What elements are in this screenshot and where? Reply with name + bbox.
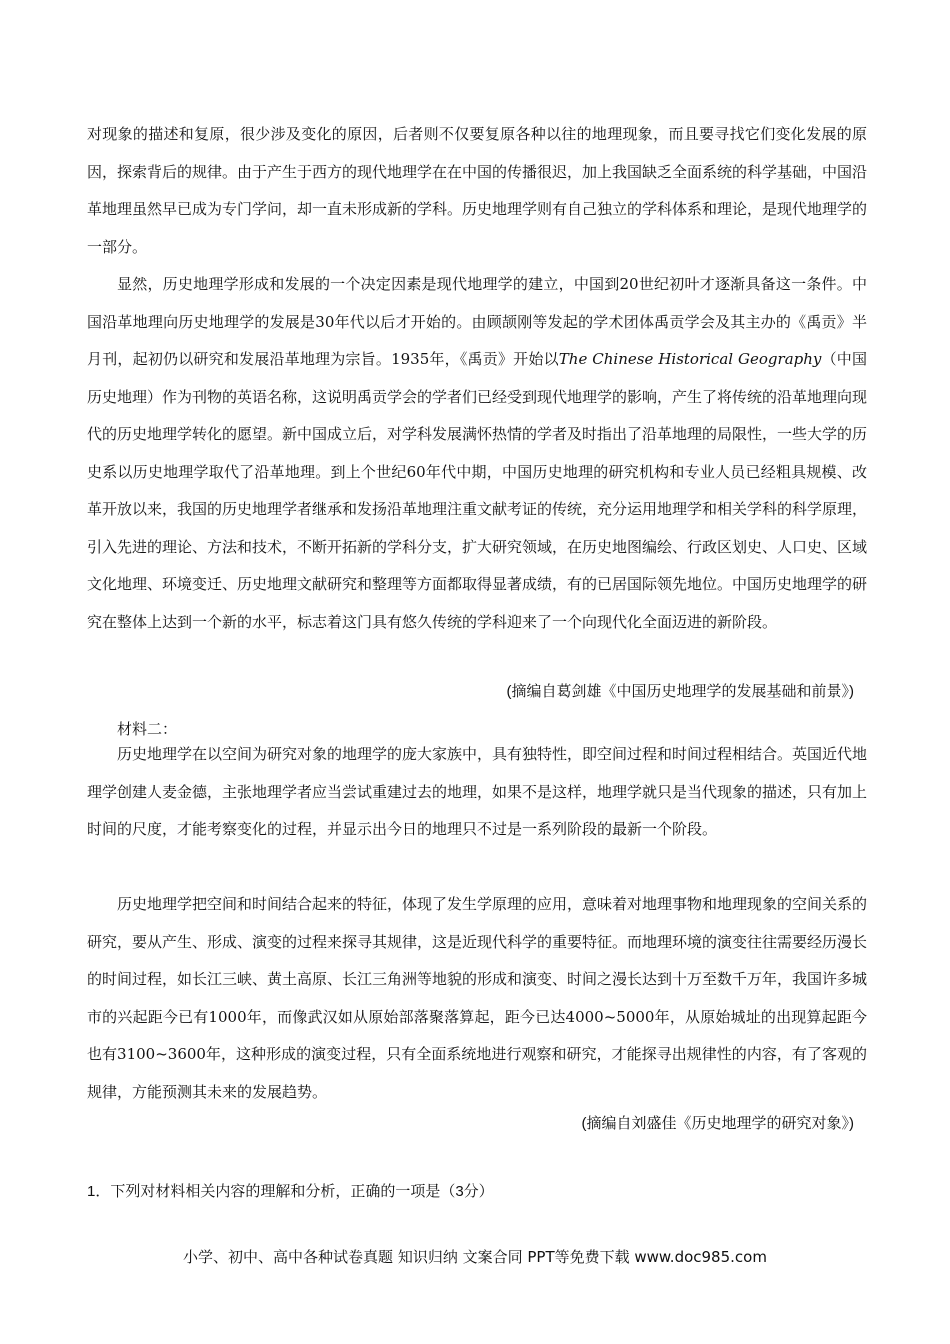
material2-source: (摘编自刘盛佳《历史地理学的研究对象》) xyxy=(581,1115,854,1132)
page-footer: 小学、初中、高中各种试卷真题 知识归纳 文案合同 PPT等免费下载 www.doc985.com xyxy=(183,1248,767,1266)
material2-label: 材料二： xyxy=(117,721,178,738)
material1-paragraph-1: 对现象的描述和复原，很少涉及变化的原因，后者则不仅要复原各种以往的地理现象，而且要寻找它们变化发展的原因，探索背后的规律。由于产生于西方的现代地理学在在中国的传播很迟，加上我国缺乏全面系统的科学基础，中国沿革地理虽然早已成为专门学问，却一直未形成新的学科。历史地理学则有自己独立的学科体系和理论，是现代地理学的一部分。 xyxy=(87,125,868,256)
material1-paragraph-2 xyxy=(87,266,867,641)
material1-source: (摘编自葛剑雄《中国历史地理学的发展基础和前景》) xyxy=(506,683,854,700)
material2-paragraph-1: 历史地理学在以空间为研究对象的地理学的庞大家族中，具有独特性，即空间过程和时间过程相结合。英国近代地理学创建人麦金德，主张地理学者应当尝试重建过去的地理，如果不是这样，地理学就只是当代现象的描述，只有加上时间的尺度，才能考察变化的过程，并显示出今日的地理只不过是一系列阶段的最新一个阶段。 xyxy=(87,745,868,838)
question-1: 1．下列对材料相关内容的理解和分析，正确的一项是（3分） xyxy=(87,1183,494,1200)
material1-paragraph-2-part-b: （中国历史地理）作为刊物的英语名称，这说明禹贡学会的学者们已经受到现代地理学的影响，产生了将传统的沿革地理向现代的历史地理学转化的愿望。新中国成立后，对学科发展满怀热情的学者及时指出了沿革地理的局限性，一些大学的历史系以历史地理学取代了沿革地理。到上个世纪60年代中期，中国历史地理的研究机构和专业人员已经粗具规模、改革开放以来，我国的历史地理学者继承和发扬沿革地理注重文献考证的传统，充分运用地理学和相关学科的科学原理，引入先进的理论、方法和技术，不断开拓新的学科分支，扩大研究领域，在历史地图编绘、行政区划史、人口史、区域文化地理、环境变迁、历史地理文献研究和整理等方面都取得显著成绩，有的已居国际领先地位。中国历史地理学的研究在整体上达到一个新的水平，标志着这门具有悠久传统的学科迎来了一个向现代化全面迈进的新阶段。 xyxy=(87,350,868,631)
material1-paragraph-2-part-a: 显然，历史地理学形成和发展的一个决定因素是现代地理学的建立，中国到20世纪初叶才逐渐具备这一条件。中国沿革地理向历史地理学的发展是30年代以后才开始的。由顾颉刚等发起的学术团体禹贡学会及其主办的《禹贡》半月刊，起初仍以研究和发展沿革地理为宗旨。1935年，《禹贡》开始以 xyxy=(87,275,867,368)
material2-paragraph-2: 历史地理学把空间和时间结合起来的特征，体现了发生学原理的应用，意味着对地理事物和地理现象的空间关系的研究，要从产生、形成、演变的过程来探寻其规律，这是近现代科学的重要特征。而地理环境的演变往往需要经历漫长的时间过程，如长江三峡、黄土高原、长江三角洲等地貌的形成和演变、时间之漫长达到十万至数千万年，我国许多城市的兴起距今已有1000年，而像武汉如从原始部落聚落算起，距今已达4000~5000年，从原始城址的出现算起距今也有3100~3600年，这种形成的演变过程，只有全面系统地进行观察和研究，才能探寻出规律性的内容，有了客观的规律，方能预测其未来的发展趋势。 xyxy=(87,895,868,1101)
journal-english-name: The Chinese Historical Geography xyxy=(558,350,822,368)
